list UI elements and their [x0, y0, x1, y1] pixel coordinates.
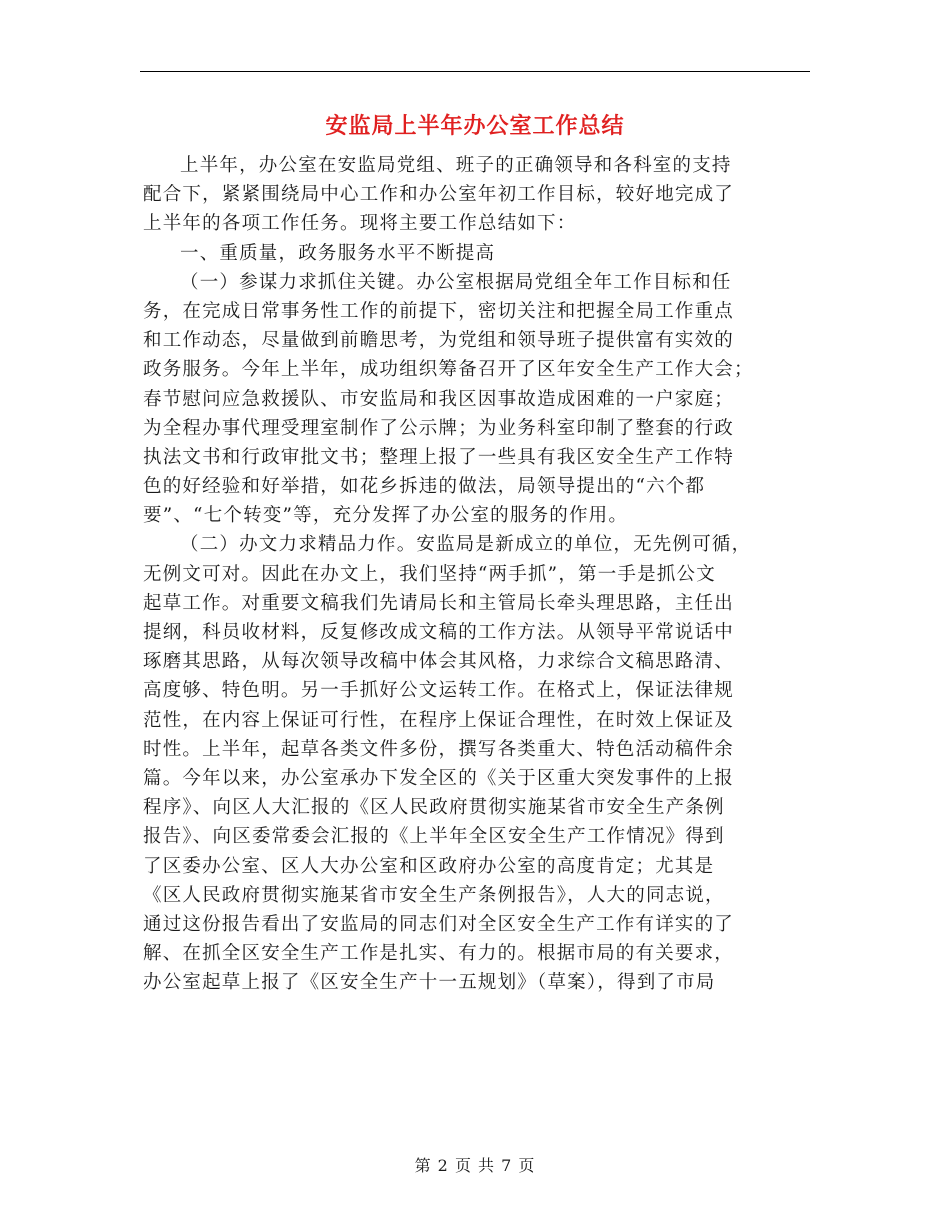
- body-line: 时性。上半年，起草各类文件多份，撰写各类重大、特色活动稿件余: [143, 738, 735, 760]
- document-body: [143, 151, 811, 997]
- body-line: 上半年的各项工作任务。现将主要工作总结如下：: [143, 213, 577, 235]
- body-line: 程序》、向区人大汇报的《区人民政府贯彻实施某省市安全生产条例: [143, 797, 725, 819]
- section-heading: 一、重质量，政务服务水平不断提高: [180, 242, 496, 264]
- header-rule: [140, 71, 810, 72]
- body-line: （二）办文力求精品力作。安监局是新成立的单位，无先例可循，: [180, 534, 752, 556]
- body-line: 解、在抓全区安全生产工作是扎实、有力的。根据市局的有关要求，: [143, 943, 735, 965]
- body-line: 高度够、特色明。另一手抓好公文运转工作。在格式上，保证法律规: [143, 680, 735, 702]
- body-line: 起草工作。对重要文稿我们先请局长和主管局长牵头理思路，主任出: [143, 592, 735, 614]
- body-line: 无例文可对。因此在办文上，我们坚持“两手抓”，第一手是抓公文: [143, 563, 716, 585]
- page-number: 第 2 页 共 7 页: [414, 1156, 536, 1175]
- body-line: 上半年，办公室在安监局党组、班子的正确领导和各科室的支持: [180, 155, 732, 176]
- body-line: 春节慰问应急救援队、市安监局和我区因事故造成困难的一户家庭；: [143, 388, 735, 410]
- body-line: 了区委办公室、区人大办公室和区政府办公室的高度肯定；尤其是: [143, 855, 715, 877]
- body-line: 篇。今年以来，办公室承办下发全区的《关于区重大突发事件的上报: [143, 767, 735, 789]
- body-line: （一）参谋力求抓住关键。办公室根据局党组全年工作目标和任: [180, 271, 732, 293]
- body-line: 范性，在内容上保证可行性，在程序上保证合理性，在时效上保证及: [143, 709, 735, 731]
- body-line: 执法文书和行政审批文书；整理上报了一些具有我区安全生产工作特: [143, 446, 735, 468]
- body-line: 要”、“七个转变”等，充分发挥了办公室的服务的作用。: [143, 505, 629, 527]
- body-line: 《区人民政府贯彻实施某省市安全生产条例报告》，人大的同志说，: [143, 884, 725, 906]
- body-line: 务，在完成日常事务性工作的前提下，密切关注和把握全局工作重点: [143, 300, 735, 322]
- body-line: 办公室起草上报了《区安全生产十一五规划》（草案），得到了市局: [143, 972, 716, 994]
- body-line: 报告》、向区委常委会汇报的《上半年全区安全生产工作情况》得到: [143, 826, 725, 848]
- body-line: 提纲，科员收材料，反复修改成文稿的工作方法。从领导平常说话中: [143, 622, 735, 643]
- body-line: 琢磨其思路，从每次领导改稿中体会其风格，力求综合文稿思路清、: [143, 651, 735, 673]
- document-title: 安监局上半年办公室工作总结: [325, 113, 625, 139]
- body-line: 和工作动态，尽量做到前瞻思考，为党组和领导班子提供富有实效的: [143, 330, 735, 352]
- body-line: 配合下，紧紧围绕局中心工作和办公室年初工作目标，较好地完成了: [143, 184, 735, 206]
- body-line: 色的好经验和好举措，如花乡拆违的做法，局领导提出的“六个都: [143, 476, 706, 498]
- body-line: 通过这份报告看出了安监局的同志们对全区安全生产工作有详实的了: [143, 913, 735, 935]
- body-line: 政务服务。今年上半年，成功组织筹备召开了区年安全生产工作大会；: [143, 359, 754, 381]
- body-line: 为全程办事代理受理室制作了公示牌；为业务科室印制了整套的行政: [143, 417, 735, 439]
